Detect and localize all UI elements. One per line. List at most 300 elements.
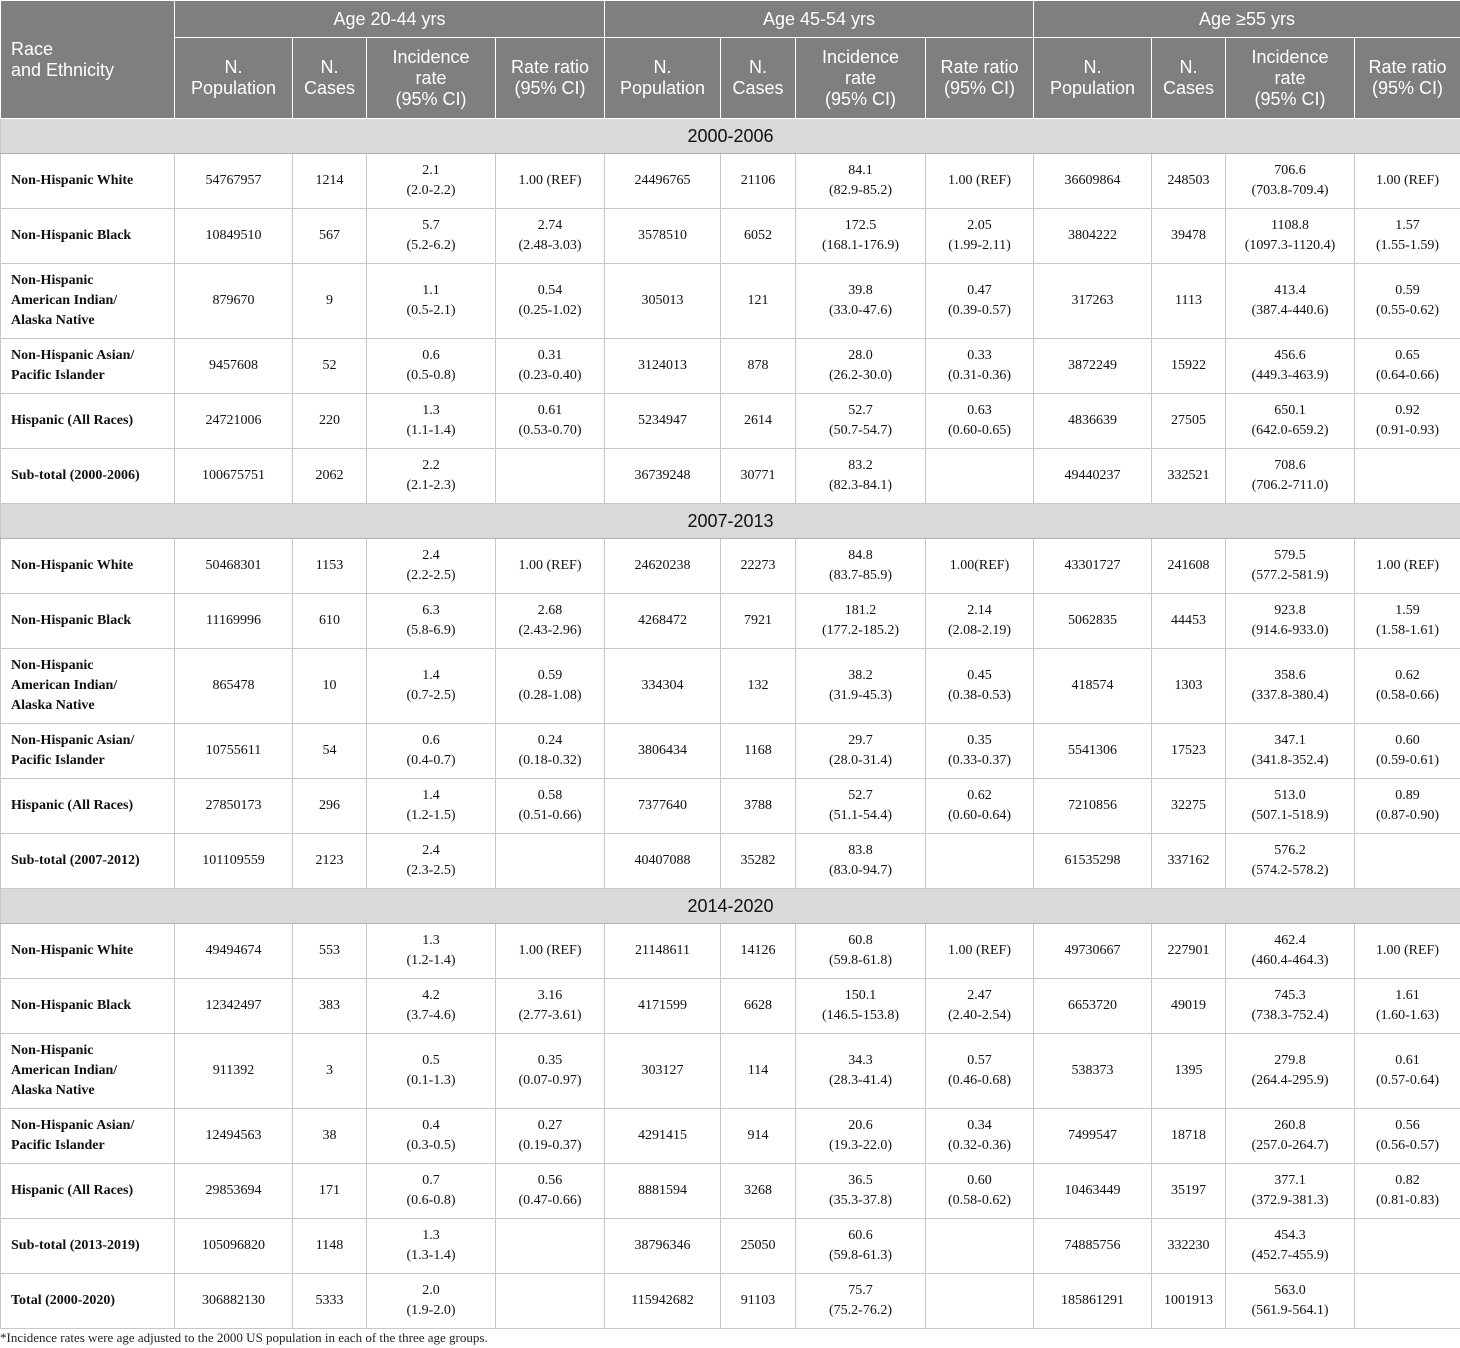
population-cell-value: 911392: [212, 1063, 255, 1078]
rate-ratio-cell: [926, 394, 1034, 449]
table-row: [1, 1164, 1460, 1219]
cases-cell: [721, 1034, 796, 1109]
incidence-rate-cell-value: 2.0: [422, 1283, 440, 1298]
population-cell: [605, 209, 721, 264]
population-cell-value: 36739248: [634, 468, 691, 483]
population-cell-value: 29853694: [205, 1183, 262, 1198]
cases-cell: [293, 779, 367, 834]
incidence-rate-cell-value: 34.3: [848, 1053, 873, 1068]
rate-ratio-cell-ci: (2.77-3.61): [518, 1008, 582, 1023]
rate-ratio-cell: [926, 449, 1034, 504]
cases-cell-value: 220: [319, 413, 340, 428]
incidence-rate-cell-value: 5.7: [422, 218, 440, 233]
incidence-rate-cell: [1226, 924, 1355, 979]
incidence-rate-cell-value: 38.2: [848, 668, 873, 683]
population-cell-value: 49730667: [1064, 943, 1121, 958]
table-row: [1, 779, 1460, 834]
rate-ratio-cell-value: 1.61: [1395, 988, 1420, 1003]
rate-ratio-cell-ci: (0.55-0.62): [1376, 303, 1439, 318]
rate-ratio-cell-ci: (0.58-0.62): [948, 1193, 1011, 1208]
rate-ratio-cell-ci: (2.48-3.03): [518, 238, 582, 253]
race-ethnicity-cell: Total (2000-2020): [1, 1274, 175, 1329]
table-row: [1, 594, 1460, 649]
population-cell-value: 61535298: [1064, 853, 1121, 868]
incidence-rate-cell-value: 172.5: [844, 218, 877, 233]
race-ethnicity-cell: Non-Hispanic White: [1, 539, 175, 594]
rate-ratio-cell-value: 1.00 (REF): [518, 943, 582, 958]
rate-ratio-cell-value: 1.57: [1395, 218, 1420, 233]
cases-cell: [721, 1219, 796, 1274]
population-cell-value: 54767957: [205, 173, 262, 188]
table-row: [1, 834, 1460, 889]
rate-ratio-cell: [1355, 1274, 1460, 1329]
cases-cell-value: 15922: [1171, 358, 1206, 373]
rate-ratio-cell-ci: (0.25-1.02): [518, 303, 582, 318]
rate-ratio-cell: [1355, 339, 1460, 394]
incidence-rate-cell-ci: (0.4-0.7): [406, 753, 456, 768]
incidence-rate-cell-ci: (19.3-22.0): [829, 1138, 892, 1153]
incidence-rate-cell: [1226, 834, 1355, 889]
cases-cell-value: 227901: [1167, 943, 1210, 958]
incidence-rate-cell-ci: (738.3-752.4): [1251, 1008, 1329, 1023]
incidence-rate-cell-value: 60.8: [848, 933, 873, 948]
rate-ratio-cell-ci: (0.57-0.64): [1376, 1073, 1439, 1088]
rate-ratio-cell-ci: (0.39-0.57): [948, 303, 1011, 318]
rate-ratio-header: Rate ratio (95% CI): [1355, 38, 1460, 119]
incidence-rate-cell-ci: (1097.3-1120.4): [1244, 238, 1336, 253]
incidence-rate-cell-value: 579.5: [1274, 548, 1306, 563]
incidence-rate-cell: [1226, 1219, 1355, 1274]
rate-ratio-cell-value: 0.61: [1395, 1053, 1420, 1068]
rate-ratio-cell-value: 0.27: [537, 1118, 563, 1133]
table-row: [1, 1219, 1460, 1274]
rate-ratio-cell-ci: (0.23-0.40): [518, 368, 582, 383]
rate-ratio-cell: [496, 594, 605, 649]
incidence-rate-cell-ci: (341.8-352.4): [1251, 753, 1329, 768]
incidence-rate-cell-ci: (2.3-2.5): [406, 863, 456, 878]
cases-cell: [721, 649, 796, 724]
cases-cell-value: 44453: [1171, 613, 1206, 628]
population-cell-value: 3124013: [638, 358, 687, 373]
incidence-rate-cell: [367, 924, 496, 979]
incidence-rate-cell-value: 1.1: [422, 283, 440, 298]
race-ethnicity-cell: Non-Hispanic American Indian/ Alaska Native: [1, 1034, 175, 1109]
incidence-rate-cell-ci: (1.1-1.4): [406, 423, 456, 438]
rate-ratio-cell-value: 1.59: [1395, 603, 1420, 618]
rate-ratio-cell-value: 0.56: [537, 1173, 563, 1188]
rate-ratio-cell-value: 2.68: [537, 603, 563, 618]
incidence-rate-cell-ci: (1.3-1.4): [406, 1248, 456, 1263]
rate-ratio-cell-ci: (0.46-0.68): [948, 1073, 1011, 1088]
incidence-rate-cell: [1226, 979, 1355, 1034]
race-ethnicity-cell: Sub-total (2000-2006): [1, 449, 175, 504]
incidence-rate-cell: [1226, 649, 1355, 724]
population-cell: [1034, 1109, 1152, 1164]
population-cell-value: 74885756: [1064, 1238, 1121, 1253]
rate-ratio-cell-ci: (0.60-0.64): [948, 808, 1011, 823]
period-label: 2000-2006: [1, 119, 1460, 154]
incidence-rate-cell-ci: (1.9-2.0): [406, 1303, 456, 1318]
rate-ratio-header: Rate ratio (95% CI): [496, 38, 605, 119]
rate-ratio-cell-value: 0.59: [537, 668, 563, 683]
rate-ratio-cell: [1355, 1109, 1460, 1164]
rate-ratio-cell: [1355, 1219, 1460, 1274]
cases-cell-value: 35197: [1171, 1183, 1206, 1198]
population-cell: [605, 924, 721, 979]
cases-cell-value: 54: [322, 743, 337, 758]
table-row: [1, 649, 1460, 724]
cases-cell-value: 18718: [1171, 1128, 1206, 1143]
cases-cell: [1152, 1034, 1226, 1109]
rate-ratio-cell: [1355, 924, 1460, 979]
population-cell-value: 4268472: [638, 613, 687, 628]
incidence-rate-cell-value: 377.1: [1274, 1173, 1306, 1188]
incidence-rate-cell-ci: (577.2-581.9): [1251, 568, 1329, 583]
incidence-rate-cell-ci: (168.1-176.9): [822, 238, 899, 253]
incidence-rate-cell-value: 650.1: [1274, 403, 1306, 418]
incidence-rate-cell: [1226, 339, 1355, 394]
incidence-rate-cell-value: 84.1: [848, 163, 873, 178]
cases-cell: [721, 1164, 796, 1219]
rate-ratio-cell: [926, 1034, 1034, 1109]
incidence-rate-cell: [796, 649, 926, 724]
incidence-rate-cell-value: 2.4: [422, 843, 440, 858]
cases-cell: [721, 1274, 796, 1329]
race-ethnicity-cell: Non-Hispanic Asian/ Pacific Islander: [1, 339, 175, 394]
incidence-rate-cell-ci: (0.3-0.5): [406, 1138, 456, 1153]
incidence-rate-cell: [796, 594, 926, 649]
rate-ratio-cell-value: 1.00(REF): [949, 558, 1010, 573]
cases-cell: [293, 1274, 367, 1329]
cases-cell: [1152, 924, 1226, 979]
rate-ratio-cell-value: 0.65: [1395, 348, 1420, 363]
population-cell: [605, 779, 721, 834]
incidence-rate-cell-value: 1108.8: [1271, 218, 1309, 233]
incidence-rate-cell-ci: (2.1-2.3): [406, 478, 456, 493]
incidence-rate-cell-value: 456.6: [1274, 348, 1306, 363]
table-row: [1, 339, 1460, 394]
incidence-rate-cell-value: 29.7: [848, 733, 873, 748]
rate-ratio-cell-ci: (0.58-0.66): [1376, 688, 1439, 703]
rate-ratio-cell-value: 0.62: [1395, 668, 1420, 683]
rate-ratio-cell-ci: (1.58-1.61): [1376, 623, 1439, 638]
cases-cell-value: 1395: [1174, 1063, 1203, 1078]
cases-cell-value: 1001913: [1164, 1293, 1213, 1308]
rate-ratio-cell-value: 1.00 (REF): [1376, 943, 1439, 958]
cases-cell-value: 132: [747, 678, 769, 693]
rate-ratio-cell: [926, 649, 1034, 724]
incidence-rate-cell-ci: (82.9-85.2): [829, 183, 892, 198]
cases-cell-value: 35282: [740, 853, 776, 868]
population-cell: [175, 924, 293, 979]
race-ethnicity-cell: Non-Hispanic Asian/ Pacific Islander: [1, 724, 175, 779]
population-cell-value: 185861291: [1061, 1293, 1124, 1308]
population-cell-value: 24620238: [634, 558, 691, 573]
rate-ratio-cell: [496, 779, 605, 834]
cases-cell-value: 567: [319, 228, 340, 243]
incidence-rate-cell-value: 84.8: [848, 548, 873, 563]
rate-ratio-cell-value: 0.61: [537, 403, 563, 418]
cases-cell: [1152, 339, 1226, 394]
rate-ratio-cell-value: 0.63: [967, 403, 992, 418]
population-cell: [175, 339, 293, 394]
cases-cell: [293, 539, 367, 594]
incidence-rate-cell-value: 0.4: [422, 1118, 440, 1133]
rate-ratio-cell: [496, 1109, 605, 1164]
cases-cell-value: 6052: [744, 228, 772, 243]
population-cell: [1034, 339, 1152, 394]
race-ethnicity-cell: Non-Hispanic Asian/ Pacific Islander: [1, 1109, 175, 1164]
incidence-rate-cell: [1226, 209, 1355, 264]
population-cell: [605, 339, 721, 394]
rate-ratio-cell-value: 2.47: [967, 988, 992, 1003]
cases-cell-value: 17523: [1171, 743, 1206, 758]
incidence-rate-cell: [367, 649, 496, 724]
race-ethnicity-cell: Hispanic (All Races): [1, 779, 175, 834]
rate-ratio-cell: [926, 779, 1034, 834]
incidence-rate-cell-ci: (257.0-264.7): [1251, 1138, 1329, 1153]
incidence-rate-header: Incidence rate (95% CI): [1226, 38, 1355, 119]
rate-ratio-cell: [496, 449, 605, 504]
table-row: [1, 264, 1460, 339]
rate-ratio-cell: [926, 539, 1034, 594]
population-cell: [605, 594, 721, 649]
population-cell: [605, 449, 721, 504]
incidence-rate-cell: [367, 1034, 496, 1109]
cases-cell: [293, 1034, 367, 1109]
rate-ratio-cell-ci: (0.31-0.36): [948, 368, 1011, 383]
cases-cell: [721, 724, 796, 779]
cases-cell: [721, 924, 796, 979]
population-cell: [1034, 924, 1152, 979]
incidence-rate-cell-value: 454.3: [1274, 1228, 1306, 1243]
table-row: [1, 449, 1460, 504]
cases-cell: [1152, 154, 1226, 209]
rate-ratio-cell: [1355, 449, 1460, 504]
cases-cell-value: 1153: [315, 558, 344, 573]
rate-ratio-cell: [1355, 979, 1460, 1034]
cases-cell-value: 6628: [744, 998, 772, 1013]
rate-ratio-cell-ci: (2.43-2.96): [518, 623, 582, 638]
population-cell-value: 11169996: [206, 613, 261, 628]
incidence-rate-cell-value: 20.6: [848, 1118, 873, 1133]
population-cell-value: 879670: [212, 293, 255, 308]
incidence-rate-cell-value: 563.0: [1274, 1283, 1306, 1298]
incidence-rate-cell: [367, 979, 496, 1034]
population-cell-value: 10849510: [205, 228, 262, 243]
incidence-rate-cell-value: 2.1: [422, 163, 440, 178]
cases-cell: [293, 979, 367, 1034]
rate-ratio-cell-value: 2.14: [967, 603, 992, 618]
cases-cell: [1152, 1109, 1226, 1164]
rate-ratio-cell: [926, 1109, 1034, 1164]
rate-ratio-cell: [926, 1164, 1034, 1219]
population-cell: [1034, 834, 1152, 889]
cases-cell: [1152, 1164, 1226, 1219]
population-cell: [1034, 1034, 1152, 1109]
rate-ratio-cell: [496, 539, 605, 594]
incidence-rate-cell: [367, 394, 496, 449]
population-cell-value: 24721006: [205, 413, 262, 428]
cases-cell: [293, 394, 367, 449]
incidence-rate-cell-value: 83.2: [848, 458, 873, 473]
rate-ratio-cell-ci: (0.07-0.97): [518, 1073, 582, 1088]
rate-ratio-cell-ci: (0.47-0.66): [518, 1193, 582, 1208]
rate-ratio-cell-ci: (0.91-0.93): [1376, 423, 1439, 438]
incidence-rate-cell-ci: (0.7-2.5): [406, 688, 456, 703]
cases-cell-value: 7921: [744, 613, 772, 628]
incidence-rate-cell: [796, 394, 926, 449]
incidence-rate-cell: [367, 1219, 496, 1274]
incidence-rate-cell-value: 75.7: [848, 1283, 873, 1298]
cases-cell-value: 22273: [740, 558, 776, 573]
cases-cell: [1152, 1274, 1226, 1329]
incidence-rate-cell: [796, 1219, 926, 1274]
population-header: N. Population: [175, 38, 293, 119]
rate-ratio-cell: [496, 1034, 605, 1109]
population-cell-value: 538373: [1071, 1063, 1114, 1078]
incidence-rate-cell: [367, 779, 496, 834]
incidence-rate-cell-ci: (35.3-37.8): [829, 1193, 892, 1208]
population-cell-value: 21148611: [635, 943, 690, 958]
cases-cell: [293, 209, 367, 264]
incidence-rate-cell: [367, 1109, 496, 1164]
population-cell-value: 38796346: [634, 1238, 691, 1253]
cases-cell: [1152, 209, 1226, 264]
rate-ratio-cell-value: 1.00 (REF): [948, 173, 1011, 188]
incidence-rate-cell-value: 28.0: [848, 348, 873, 363]
rate-ratio-cell-value: 3.16: [537, 988, 563, 1003]
population-cell-value: 9457608: [209, 358, 258, 373]
cases-cell-value: 114: [747, 1063, 769, 1078]
cases-cell: [293, 449, 367, 504]
population-cell-value: 7499547: [1068, 1128, 1117, 1143]
incidence-rate-cell: [1226, 449, 1355, 504]
incidence-rate-cell: [367, 449, 496, 504]
cases-cell-value: 39478: [1171, 228, 1206, 243]
population-cell-value: 418574: [1071, 678, 1114, 693]
rate-ratio-cell: [1355, 394, 1460, 449]
rate-ratio-cell: [926, 834, 1034, 889]
rate-ratio-cell: [496, 264, 605, 339]
rate-ratio-cell-value: 1.00 (REF): [518, 558, 582, 573]
rate-ratio-cell-ci: (0.33-0.37): [948, 753, 1011, 768]
incidence-rate-cell-ci: (507.1-518.9): [1251, 808, 1329, 823]
incidence-rate-cell-value: 1.3: [422, 933, 440, 948]
cases-cell: [1152, 649, 1226, 724]
rate-ratio-cell-ci: (1.99-2.11): [948, 238, 1011, 253]
incidence-rate-cell: [796, 779, 926, 834]
population-cell-value: 10755611: [205, 743, 262, 758]
cases-cell: [1152, 1219, 1226, 1274]
rate-ratio-cell-value: 0.56: [1395, 1118, 1420, 1133]
cases-cell-value: 32275: [1171, 798, 1206, 813]
incidence-rate-cell: [367, 339, 496, 394]
incidence-rate-cell: [367, 154, 496, 209]
population-cell: [1034, 394, 1152, 449]
cases-cell-value: 14126: [740, 943, 776, 958]
rate-ratio-cell-ci: (0.56-0.57): [1376, 1138, 1439, 1153]
incidence-rate-cell-value: 347.1: [1274, 733, 1306, 748]
incidence-rate-cell: [367, 1274, 496, 1329]
population-cell-value: 7210856: [1068, 798, 1117, 813]
incidence-rate-cell-ci: (50.7-54.7): [829, 423, 892, 438]
population-cell-value: 50468301: [205, 558, 262, 573]
incidence-rate-cell: [367, 264, 496, 339]
population-cell-value: 306882130: [202, 1293, 265, 1308]
cases-cell: [293, 339, 367, 394]
period-section-row: [1, 504, 1460, 539]
population-cell-value: 49494674: [205, 943, 262, 958]
incidence-rate-cell: [796, 724, 926, 779]
incidence-rate-cell-value: 0.5: [422, 1053, 440, 1068]
race-ethnicity-cell: Non-Hispanic American Indian/ Alaska Native: [1, 649, 175, 724]
race-ethnicity-cell: Non-Hispanic Black: [1, 979, 175, 1034]
rate-ratio-cell-ci: (0.64-0.66): [1376, 368, 1439, 383]
rate-ratio-cell: [496, 1274, 605, 1329]
incidence-rate-cell: [367, 724, 496, 779]
population-cell-value: 4291415: [638, 1128, 687, 1143]
population-cell-value: 317263: [1071, 293, 1114, 308]
rate-ratio-cell-value: 0.35: [537, 1053, 563, 1068]
population-cell: [175, 834, 293, 889]
rate-ratio-cell-value: 1.00 (REF): [948, 943, 1011, 958]
cases-cell-value: 5333: [315, 1293, 344, 1308]
incidence-rate-cell-ci: (31.9-45.3): [829, 688, 892, 703]
rate-ratio-cell: [926, 1274, 1034, 1329]
table-row: [1, 724, 1460, 779]
population-cell: [175, 1034, 293, 1109]
table-header: [1, 1, 1460, 119]
incidence-rate-cell: [796, 1274, 926, 1329]
incidence-rate-cell-ci: (83.7-85.9): [829, 568, 892, 583]
population-cell: [175, 154, 293, 209]
rate-ratio-cell: [496, 924, 605, 979]
cases-cell-value: 38: [322, 1128, 337, 1143]
rate-ratio-cell: [926, 979, 1034, 1034]
rate-ratio-cell-value: 1.00 (REF): [518, 173, 582, 188]
cases-cell: [1152, 779, 1226, 834]
rate-ratio-cell-ci: (1.60-1.63): [1376, 1008, 1439, 1023]
incidence-rate-cell-ci: (1.2-1.5): [406, 808, 456, 823]
incidence-rate-cell-value: 576.2: [1274, 843, 1306, 858]
cases-cell-value: 878: [747, 358, 769, 373]
population-cell: [175, 394, 293, 449]
population-cell: [175, 1274, 293, 1329]
rate-ratio-cell-value: 0.82: [1395, 1173, 1420, 1188]
cases-cell-value: 2123: [315, 853, 344, 868]
rate-ratio-cell: [926, 339, 1034, 394]
cases-cell-value: 3268: [744, 1183, 772, 1198]
cases-cell-value: 610: [319, 613, 340, 628]
rate-ratio-cell: [1355, 539, 1460, 594]
cases-header: N. Cases: [1152, 38, 1226, 119]
rate-ratio-cell-value: 0.58: [537, 788, 563, 803]
incidence-rate-cell-value: 0.6: [422, 348, 440, 363]
population-cell-value: 100675751: [202, 468, 265, 483]
population-cell: [605, 1164, 721, 1219]
population-cell: [605, 979, 721, 1034]
rate-ratio-cell-value: 1.00 (REF): [1376, 173, 1439, 188]
cases-cell: [721, 834, 796, 889]
cases-cell: [293, 924, 367, 979]
incidence-rate-cell: [1226, 779, 1355, 834]
cases-cell-value: 1168: [744, 743, 772, 758]
cases-cell-value: 30771: [740, 468, 776, 483]
incidence-rate-cell-value: 358.6: [1274, 668, 1306, 683]
rate-ratio-cell-ci: (1.55-1.59): [1376, 238, 1439, 253]
race-ethnicity-cell: Non-Hispanic Black: [1, 594, 175, 649]
